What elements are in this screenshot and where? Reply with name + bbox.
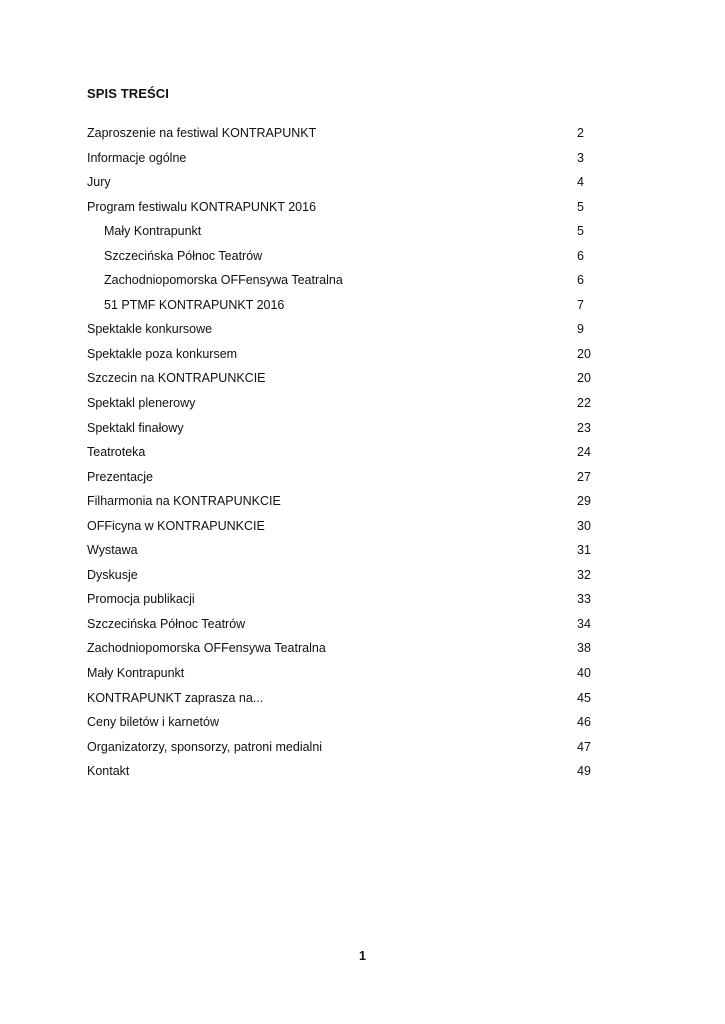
toc-entry[interactable] (87, 739, 592, 764)
toc-entry-page: 45 (577, 690, 591, 705)
toc-entry-label: Spektakl finałowy (87, 420, 184, 435)
toc-entry-page: 24 (577, 445, 591, 460)
toc-entry-label: KONTRAPUNKT zaprasza na... (87, 690, 264, 705)
toc-subentry[interactable] (87, 248, 592, 273)
toc-entry[interactable] (87, 665, 592, 690)
toc-entry-page: 6 (577, 273, 584, 288)
toc-entry-page: 38 (577, 641, 591, 656)
toc-entry[interactable] (87, 518, 592, 543)
toc-entry-page: 20 (577, 346, 591, 361)
page-number: 1 (359, 949, 366, 963)
toc-entry[interactable] (87, 616, 592, 641)
toc-entry-page: 40 (577, 666, 591, 681)
toc-entry-label: OFFicyna w KONTRAPUNKCIE (87, 518, 265, 533)
toc-entry-label: Szczecin na KONTRAPUNKCIE (87, 371, 266, 386)
toc-entry[interactable] (87, 640, 592, 665)
toc-entry-label: Zaproszenie na festiwal KONTRAPUNKT (87, 126, 317, 140)
toc-entry-page: 7 (577, 297, 584, 312)
toc-entry-page: 5 (577, 199, 584, 214)
toc-entry[interactable] (87, 493, 592, 518)
toc-entry-page: 5 (577, 224, 584, 239)
toc-entry[interactable] (87, 370, 592, 395)
toc-entry-label: Organizatorzy, sponsorzy, patroni medialni (87, 739, 323, 754)
toc-subentry[interactable] (87, 272, 592, 297)
toc-entry-page: 6 (577, 248, 584, 263)
toc-entry-label: Mały Kontrapunkt (87, 666, 185, 681)
toc-entry[interactable] (87, 444, 592, 469)
toc-entry-page: 27 (577, 469, 591, 484)
toc-entry-label: Zachodniopomorska OFFensywa Teatralna (104, 273, 343, 288)
toc-entry-page: 20 (577, 371, 591, 386)
toc-subentry[interactable] (87, 297, 592, 322)
toc-entry-page: 23 (577, 420, 591, 435)
toc-entry-label: Dyskusje (87, 567, 138, 582)
toc-entry-page: 46 (577, 715, 591, 730)
toc-heading: SPIS TREŚCI (87, 86, 170, 101)
toc-entry-label: Promocja publikacji (87, 592, 195, 607)
toc-entry[interactable] (87, 150, 592, 175)
toc-entry-label: Wystawa (87, 543, 138, 558)
toc-entry-label: Mały Kontrapunkt (104, 224, 202, 239)
toc-entry[interactable] (87, 346, 592, 371)
toc-entry-page: 33 (577, 592, 591, 607)
toc-entry[interactable] (87, 763, 592, 788)
toc-entry[interactable] (87, 420, 592, 445)
toc-entry-label: Teatroteka (87, 445, 146, 460)
toc-entry-label: Informacje ogólne (87, 150, 187, 165)
toc-entry[interactable] (87, 199, 592, 224)
toc-entry-page: 22 (577, 396, 591, 411)
toc-entry-page: 31 (577, 543, 591, 558)
toc-entry-label: Program festiwalu KONTRAPUNKT 2016 (87, 199, 317, 214)
toc-entry-label: Zachodniopomorska OFFensywa Teatralna (87, 641, 326, 656)
toc-entry[interactable] (87, 690, 592, 715)
toc-entry-label: Kontakt (87, 764, 130, 779)
toc-subentry[interactable] (87, 223, 592, 248)
toc-entry-label: Szczecińska Północ Teatrów (104, 248, 263, 263)
table-of-contents (87, 125, 592, 788)
toc-entry[interactable] (87, 125, 592, 150)
toc-entry-page: 49 (577, 764, 591, 779)
toc-entry-page: 9 (577, 322, 584, 337)
toc-entry-page: 32 (577, 567, 591, 582)
toc-entry-page: 30 (577, 518, 591, 533)
toc-entry-label: Ceny biletów i karnetów (87, 715, 220, 730)
toc-entry[interactable] (87, 174, 592, 199)
toc-entry-label: Spektakl plenerowy (87, 396, 196, 411)
toc-entry[interactable] (87, 321, 592, 346)
toc-entry-label: Prezentacje (87, 469, 154, 484)
toc-entry-page: 2 (577, 126, 584, 140)
toc-entry-page: 47 (577, 739, 591, 754)
toc-entry[interactable] (87, 542, 592, 567)
toc-entry[interactable] (87, 469, 592, 494)
toc-entry-label: Spektakle poza konkursem (87, 346, 238, 361)
toc-entry-page: 29 (577, 494, 591, 509)
toc-entry-page: 4 (577, 175, 584, 190)
toc-entry-page: 34 (577, 616, 591, 631)
toc-entry-label: Spektakle konkursowe (87, 322, 213, 337)
toc-entry[interactable] (87, 567, 592, 592)
toc-entry-label: Filharmonia na KONTRAPUNKCIE (87, 494, 281, 509)
toc-entry[interactable] (87, 714, 592, 739)
toc-entry-label: Jury (87, 175, 111, 190)
toc-entry[interactable] (87, 591, 592, 616)
toc-entry[interactable] (87, 395, 592, 420)
toc-entry-page: 3 (577, 150, 584, 165)
toc-entry-label: Szczecińska Północ Teatrów (87, 616, 246, 631)
toc-entry-label: 51 PTMF KONTRAPUNKT 2016 (104, 297, 285, 312)
